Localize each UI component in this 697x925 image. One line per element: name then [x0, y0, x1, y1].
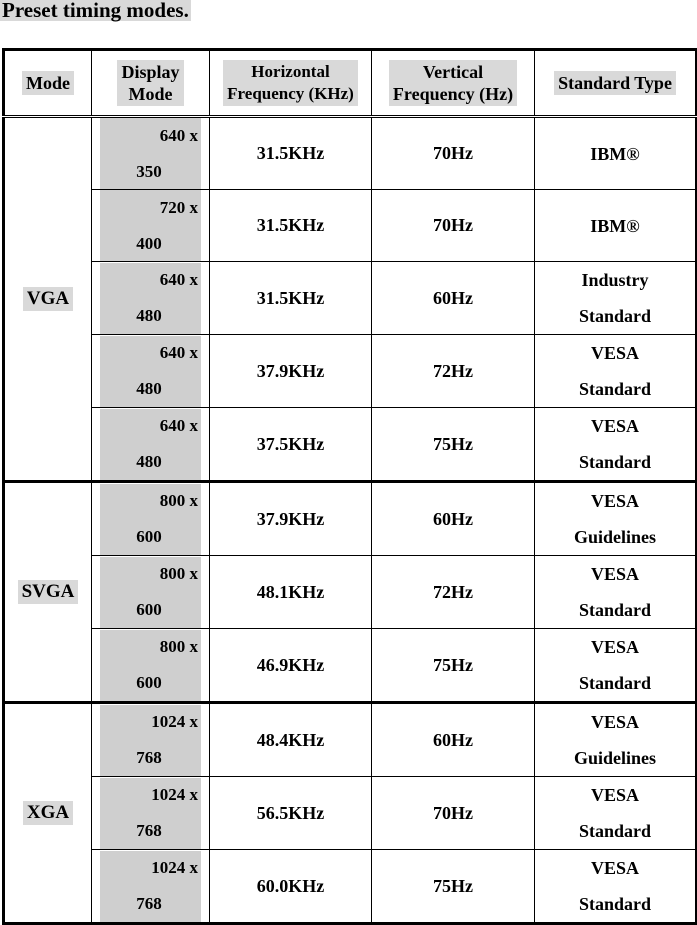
standard-line-1: VESA [590, 858, 639, 878]
standard-type-cell [535, 850, 697, 924]
vertical-frequency-cell: 60Hz [372, 482, 535, 556]
resolution-height: 600 [136, 600, 162, 619]
horizontal-frequency-cell: 31.5KHz [210, 262, 372, 335]
standard-type-cell [535, 703, 697, 777]
table-row [4, 482, 697, 556]
table-row [4, 408, 697, 482]
table-row [4, 850, 697, 924]
resolution-width: 800 x [159, 637, 198, 656]
resolution-height: 480 [136, 452, 162, 471]
standard-line-1: IBM® [590, 215, 640, 236]
vertical-frequency-cell: 75Hz [372, 850, 535, 924]
standard-line-1: VESA [590, 637, 639, 657]
table-row [4, 335, 697, 408]
standard-line-2: Guidelines [573, 748, 657, 768]
standard-line-2: Standard [578, 894, 652, 914]
mode-cell [4, 703, 92, 924]
horizontal-frequency-cell: 46.9KHz [210, 629, 372, 703]
standard-line-2: Standard [578, 452, 652, 472]
resolution-width: 800 x [159, 564, 198, 583]
mode-cell [4, 482, 92, 703]
resolution-height: 480 [136, 379, 162, 398]
resolution-height: 768 [136, 821, 162, 840]
vertical-frequency-cell: 60Hz [372, 262, 535, 335]
standard-line-2: Guidelines [573, 527, 657, 547]
standard-line-2: Standard [578, 673, 652, 693]
mode-label: VGA [23, 287, 73, 311]
resolution-width: 1024 x [151, 712, 198, 731]
standard-type-cell [535, 482, 697, 556]
table-body [4, 117, 697, 924]
standard-type-cell [535, 556, 697, 629]
display-mode-cell [92, 482, 210, 556]
display-mode-cell [92, 556, 210, 629]
horizontal-frequency-cell: 31.5KHz [210, 190, 372, 262]
standard-line-2: Standard [578, 379, 652, 399]
vertical-frequency-cell: 70Hz [372, 190, 535, 262]
standard-type-cell [535, 629, 697, 703]
table-row [4, 556, 697, 629]
display-mode-cell [92, 117, 210, 190]
vertical-frequency-cell: 75Hz [372, 629, 535, 703]
horizontal-frequency-cell: 48.1KHz [210, 556, 372, 629]
table-row [4, 777, 697, 850]
standard-line-1: Industry [581, 270, 649, 290]
horizontal-frequency-cell: 56.5KHz [210, 777, 372, 850]
resolution-height: 400 [136, 233, 162, 253]
standard-type-cell [535, 335, 697, 408]
resolution-width: 640 x [159, 343, 198, 362]
horizontal-frequency-cell: 48.4KHz [210, 703, 372, 777]
display-mode-cell [92, 262, 210, 335]
table-row [4, 262, 697, 335]
vertical-frequency-cell: 72Hz [372, 556, 535, 629]
table-row [4, 190, 697, 262]
resolution-width: 640 x [159, 270, 198, 289]
horizontal-frequency-cell: 37.5KHz [210, 408, 372, 482]
standard-type-cell [535, 190, 697, 262]
table-row [4, 117, 697, 190]
display-mode-cell [92, 629, 210, 703]
display-mode-cell [92, 703, 210, 777]
resolution-height: 600 [136, 673, 162, 692]
standard-line-1: VESA [590, 785, 639, 805]
vertical-frequency-cell: 60Hz [372, 703, 535, 777]
mode-cell [4, 117, 92, 482]
header-row [4, 50, 697, 117]
vertical-frequency-cell: 75Hz [372, 408, 535, 482]
table-row [4, 629, 697, 703]
timing-table [2, 48, 697, 925]
resolution-width: 1024 x [151, 858, 198, 877]
standard-line-2: Standard [578, 821, 652, 841]
header-standard-type: Standard Type [535, 50, 697, 117]
horizontal-frequency-cell: 37.9KHz [210, 482, 372, 556]
horizontal-frequency-cell: 37.9KHz [210, 335, 372, 408]
resolution-width: 640 x [159, 416, 198, 435]
resolution-height: 768 [136, 748, 162, 767]
header-display-mode: Display Mode [92, 50, 210, 117]
vertical-frequency-cell: 70Hz [372, 777, 535, 850]
standard-line-2: Standard [578, 600, 652, 620]
resolution-width: 640 x [159, 125, 198, 145]
vertical-frequency-cell: 70Hz [372, 117, 535, 190]
horizontal-frequency-cell: 60.0KHz [210, 850, 372, 924]
header-mode: Mode [4, 50, 92, 117]
resolution-width: 800 x [159, 491, 198, 510]
resolution-height: 768 [136, 894, 162, 913]
page-title: Preset timing modes. [2, 0, 189, 22]
standard-line-1: VESA [590, 564, 639, 584]
standard-type-cell [535, 117, 697, 190]
resolution-width: 720 x [159, 197, 198, 217]
vertical-frequency-cell: 72Hz [372, 335, 535, 408]
resolution-height: 600 [136, 527, 162, 546]
standard-line-1: VESA [590, 416, 639, 436]
resolution-height: 350 [136, 161, 162, 181]
header-vertical-frequency: Vertical Frequency (Hz) [372, 50, 535, 117]
display-mode-cell [92, 850, 210, 924]
display-mode-cell [92, 335, 210, 408]
standard-line-1: VESA [590, 491, 639, 511]
standard-type-cell [535, 777, 697, 850]
resolution-height: 480 [136, 306, 162, 325]
display-mode-cell [92, 190, 210, 262]
standard-line-1: VESA [590, 712, 639, 732]
standard-type-cell [535, 262, 697, 335]
standard-line-1: IBM® [590, 143, 640, 164]
table-row [4, 703, 697, 777]
standard-line-1: VESA [590, 343, 639, 363]
mode-label: SVGA [18, 580, 79, 604]
resolution-width: 1024 x [151, 785, 198, 804]
horizontal-frequency-cell: 31.5KHz [210, 117, 372, 190]
standard-line-2: Standard [578, 306, 652, 326]
standard-type-cell [535, 408, 697, 482]
header-horizontal-frequency: Horizontal Frequency (KHz) [210, 50, 372, 117]
mode-label: XGA [23, 801, 73, 825]
display-mode-cell [92, 777, 210, 850]
display-mode-cell [92, 408, 210, 482]
